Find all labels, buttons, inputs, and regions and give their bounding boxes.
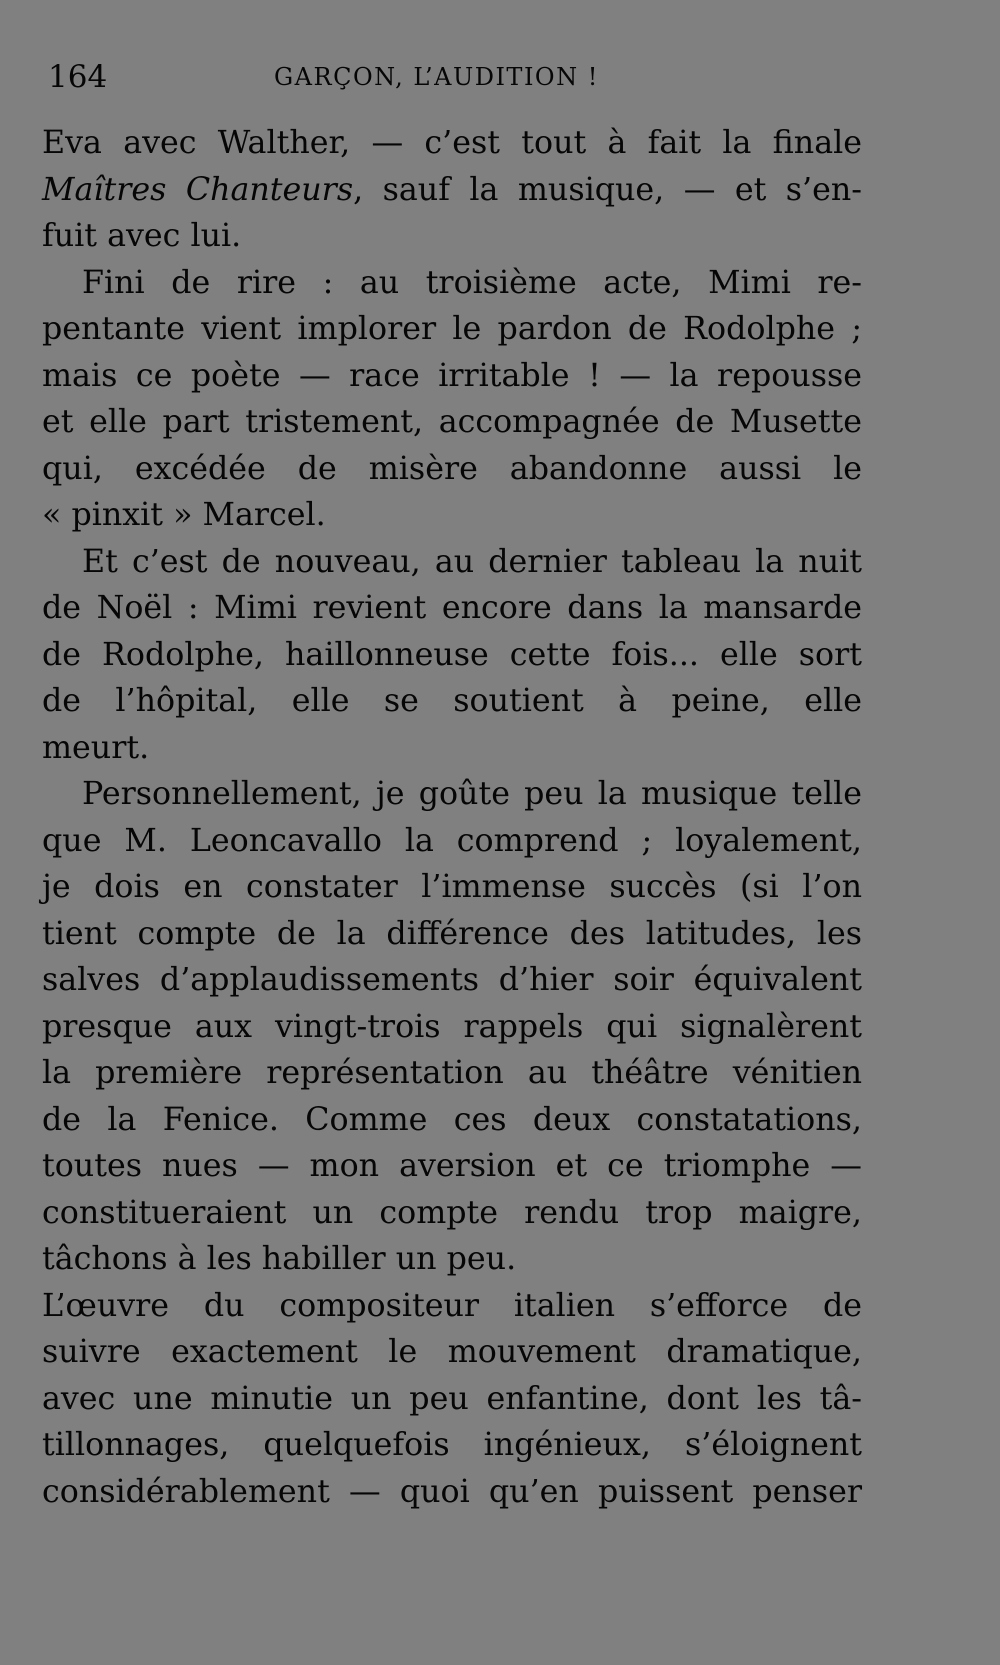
- text-line: pentante vient implorer le pardon de Rodolphe ;: [42, 311, 862, 347]
- text-line: je dois en constater l’immense succès (si l’on: [42, 869, 862, 905]
- body-text: [42, 120, 862, 1515]
- text-line: mais ce poète — race irritable ! — la repousse: [42, 357, 862, 394]
- text-line: et elle part tristement, accompagnée de Musette: [42, 404, 862, 440]
- text-line: considérablement — quoi qu’en puissent penser: [42, 1473, 862, 1510]
- text-line: suivre exactement le mouvement dramatique,: [42, 1334, 862, 1370]
- running-title: GARÇON, L’AUDITION !: [274, 63, 599, 91]
- text-line: tillonnages, quelquefois ingénieux, s’éloignent: [42, 1427, 862, 1463]
- text-line: Eva avec Walther, — c’est tout à fait la finale: [42, 125, 862, 161]
- text-line: [42, 167, 862, 214]
- text-line: avec une minutie un peu enfantine, dont les tâ-: [42, 1380, 862, 1417]
- italic-title: Maîtres Chanteurs: [42, 171, 354, 208]
- text-line: de Rodolphe, haillonneuse cette fois... elle sort: [42, 636, 862, 673]
- text-line: L’œuvre du compositeur italien s’efforce de: [42, 1287, 862, 1324]
- text-line: fuit avec lui.: [42, 218, 242, 254]
- text-line: de la Fenice. Comme ces deux constatations,: [42, 1101, 862, 1138]
- text-line: qui, excédée de misère abandonne aussi le: [42, 450, 862, 487]
- text-line: tâchons à les habiller un peu.: [42, 1241, 517, 1277]
- text-line: de l’hôpital, elle se soutient à peine, elle: [42, 683, 862, 719]
- text-line: Fini de rire : au troisième acte, Mimi re-: [82, 264, 862, 301]
- text-line: Personnellement, je goûte peu la musique telle: [82, 776, 862, 812]
- page-header: [48, 52, 878, 102]
- text-line: que M. Leoncavallo la comprend ; loyalement,: [42, 822, 862, 859]
- text-line: tient compte de la différence des latitudes, les: [42, 915, 862, 952]
- text-line: salves d’applaudissements d’hier soir équivalent: [42, 962, 862, 998]
- text-line: la première représentation au théâtre vénitien: [42, 1055, 862, 1091]
- text-line: meurt.: [42, 729, 150, 766]
- text-line: toutes nues — mon aversion et ce triomphe —: [42, 1148, 862, 1184]
- text-line: « pinxit » Marcel.: [42, 497, 326, 533]
- text-line: presque aux vingt-trois rappels qui signalèrent: [42, 1008, 862, 1045]
- text-line: de Noël : Mimi revient encore dans la mansarde: [42, 590, 862, 626]
- text-line: constitueraient un compte rendu trop maigre,: [42, 1194, 862, 1231]
- page-number: 164: [48, 59, 108, 95]
- text-fragment: , sauf la musique, — et s’en-: [353, 171, 862, 208]
- text-line: Et c’est de nouveau, au dernier tableau la nuit: [82, 543, 862, 580]
